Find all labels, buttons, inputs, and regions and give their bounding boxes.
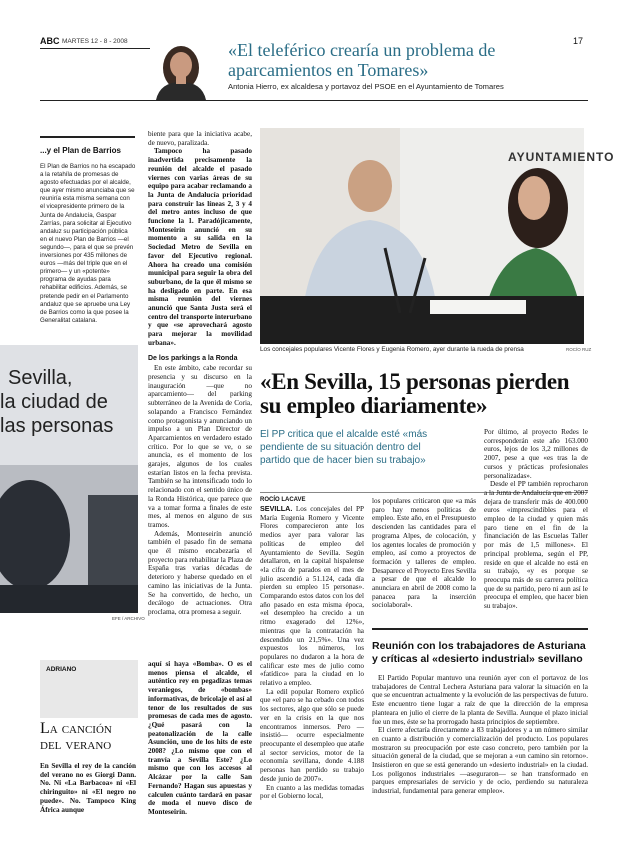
- mid-paragraph-1: biente para que la iniciativa acabe, de nuevo, paralizada.: [148, 130, 252, 147]
- sidebar-top-rule: [40, 136, 135, 138]
- opinion-title-line1: La canción: [40, 720, 112, 737]
- main-col-3: [484, 428, 588, 611]
- header-byline: Antonia Hierro, ex alcaldesa y portavoz del PSOE en el Ayuntamiento de Tomares: [228, 82, 504, 91]
- main-headline: «En Sevilla, 15 personas pierden su empleo diariamente»: [260, 369, 570, 418]
- opinion-section: ADRIANO: [46, 666, 77, 673]
- opinion-title-line2: del verano: [40, 736, 112, 753]
- brief-headline: Reunión con los trabajadores de Asturiana y críticas al «desierto industrial» sevillano: [372, 640, 586, 665]
- header-portrait: [150, 38, 212, 100]
- main-dateline: SEVILLA.: [260, 504, 293, 513]
- sidebar-text: El Plan de Barrios no ha escapado a la retahíla de promesas de agosto efectuadas por el alcalde, que ayer mismo anunciaba que se reuniría esta misma semana con el vicepresidente primero de la Junta de Andalucía, Gaspar Zarrías, para solicitar al Ejecutivo andaluz su participación pública en el nuevo Plan de Barrios —el segundo—, para el que se prevén inversiones por 435 millones de euros —más del triple que en el primero— y un «potente» programa de ayudas para rehabilitar edificios. Además, se pretende pedir en el Parlamento andaluz que se apruebe una Ley de Barrios como la que posee la Generalitat catalana.: [40, 163, 136, 324]
- main-photo: [260, 128, 615, 344]
- issue-date: MARTES 12 - 8 - 2008: [62, 38, 128, 45]
- left-photo-sign-line1: Sevilla,: [8, 367, 73, 389]
- left-photo-sign-line3: las personas: [0, 415, 114, 437]
- mid-column: [148, 130, 252, 617]
- brief-body: [372, 674, 588, 796]
- mid-subhead: De los parkings a la Ronda: [148, 354, 238, 362]
- mid-paragraph-2: Tampoco ha pasado inadvertida precisamente la reunión del alcalde el pasado viernes con varias áreas de su equipo para acabar reclamando a la Junta de Andalucía prioridad para construir las líneas 2, 3 y 4 del metro antes incluso de que funcione la 1. Paradójicamente, Monteseirín anunció en su momento a su salida en la Sociedad Metro de Sevilla en favor del Ejecutivo regional. Ahora ha creado una comisión municipal para seguir la obra del suburbano, de la que él mismo se ha desligado en parte. En esa misma reunión del viernes anunció que Santa Justa será el centro del transporte interurbano y que «se aprovechará agosto para mejorar la movilidad urbana».: [148, 147, 252, 347]
- opinion-col2-text: aquí si haya «Bomba». O es el menos piensa el alcalde, el auténtico rey en pegadizas temas veraniegos, de «bombas» informativas, de bricolaje el así al tenor de los resultados de sus promesas de cada mes de agosto. ¿Qué pasará con la peatonalización de la calle Asunción, uno de los hits de este 2008? ¿Lo mismo que con el tranvía a Sevilla Este? ¿Lo mismo que con los accesos al Alcázar por la calle San Fernando? Hagan sus apuestas y calculen cuánto tardará en pasar de moda el nuevo disco de Monteseirín.: [148, 660, 252, 816]
- main-col-2: [372, 497, 476, 610]
- section-logo: ABC: [40, 36, 60, 46]
- opinion-col-1: [40, 762, 136, 814]
- main-photo-sign: AYUNTAMIENTO: [508, 150, 615, 164]
- header-headline: «El teleférico crearía un problema de aparcamientos en Tomares»: [228, 40, 496, 80]
- opinion-col-2: [148, 660, 252, 817]
- brief-paragraph-2: El cierre afectaría directamente a 83 trabajadores y a un número similar en cuanto a distribución y comercialización del producto. Los populares mostraron su preocupación por este caso concreto, pero también por la situación general de la ciudad, que se mejoran a «un camino sin retorno». Insistieron en que se está generando un «desierto industrial» en la ciudad. Los polígonos industriales —aseguraron— se han transformado en parques empresariales de servicio y de ocio, perdiendo su naturaleza industrial, fundamental para generar empleo».: [372, 726, 588, 796]
- main-col2-text: los populares criticaron que «a más paro hay menos políticas de empleo. Este año, en el Presupuesto descienden las cantidades para el programa Alpes, de colocación, y los agentes locales de promoción y empleo, así como a proyectos de formación y talleres de empleo. Desaparece el Proyecto Eres Sevilla a pesar de que el alcalde lo anunciara en abril de 2008 como la panacea para la inserción sociolaboral».: [372, 497, 476, 610]
- main-col1b-text: La edil popular Romero explicó que «el paro se ha cebado con todos los sectores, algo que sólo se puede ver en la crisis en la que nos encontramos inmersos. Pero —insistió— ocurre especialmente preocupante el desempleo que atañe al sector servicios, motor de la economía sevillana, donde 4.188 personas han perdido su trabajo desde junio de 2007».: [260, 687, 364, 783]
- left-photo: [0, 345, 138, 613]
- main-subhead: El PP critica que el alcalde esté «más pendiente de su situación dentro del partido que de hacer bien su trabajo»: [260, 429, 428, 466]
- left-photo-credit: EFE / ARCHIVO: [112, 616, 145, 621]
- main-photo-caption: Los concejales populares Vicente Flores y Eugenia Romero, ayer durante la rueda de prensa: [260, 346, 524, 353]
- left-photo-sign-line2: la ciudad de: [0, 391, 108, 413]
- header-bottom-rule: [40, 100, 588, 101]
- main-col3-text: Por último, al proyecto Redes le corresponderán este año 163.000 euros, lejos de los 3,2 millones de 2007, pese a que «es tras la de cursos y prácticas profesionales personalizadas».: [484, 428, 588, 480]
- sidebar-title: ...y el Plan de Barrios: [40, 146, 121, 155]
- main-col1c-text: En cuanto a las medidas tomadas por el Gobierno local,: [260, 783, 364, 801]
- brief-paragraph-1: El Partido Popular mantuvo una reunión ayer con el portavoz de los trabajadores de Central Lechera Asturiana para valorar la situación en la que se encuentran actualmente y la evolución de las perspectivas de futuro. Este encuentro tiene lugar a raíz de que la dirección de la empresa planteara en julio el cierre de la planta de Sevilla. Aunque el plazo inicial fue un mes, éste se ha prorrogado hasta principios de septiembre.: [372, 674, 588, 726]
- page-number: 17: [573, 36, 584, 46]
- main-photo-credit: ROCÍO RUZ: [566, 347, 592, 352]
- main-col1-text: Los concejales del PP María Eugenia Romero y Vicente Flores comparecieron ante los medios ayer para valorar las políticas de empleo del Ayuntamiento de Sevilla. Según detallaron, en la capital hispalense «la cifra de parados en el mes de julio ascendió a 51.124, cada día pierden su empleo 15 personas». Comparando estos datos con los del año pasado en esta misma época, «el desempleo ha crecido a un ritmo exagerado del 12%», mientras que la contratación ha descendido un 21,5%». Una vez expuestos los números, los populares no dudaron a la hora de calificar este mes de julio como «fatídico» para la ciudad en lo relativo a empleo.: [260, 505, 364, 688]
- main-col-1: [260, 505, 364, 801]
- mid-paragraph-3: En este ámbito, cabe recordar su presencia y su discurso en la inauguración —que no aparcamiento— del parking subterráneo de la Avenida de Coria, solapando a Francisco Fernández como protagonista y anunciando un impulso a un Plan Director de Aparcamientos en verdadero estado crítico. Por lo que se ve, o se anuncia, es el momento de los garajes, algunos de los cuales estarían listos en la fecha prevista. También se ha intensificado todo lo relacionado con el sentido único de la Ronda Histórica, que parece que va a tomar forma a finales de este mes, al menos en alguno de sus tramos.: [148, 364, 252, 529]
- opinion-col1-text: En Sevilla el rey de la canción del verano no es Giorgi Dann. No. Ni «La Barbacoa» ni «El chiringuito» ni «El negro no puede». No. Tampoco King África aunque: [40, 762, 136, 814]
- main-col3b-text: Desde el PP también reprocharon a la Junta de Andalucía que en 2007 dejara de transferir más de 400.000 euros «imprescindibles para el empleo de la ciudad y quien más paro tiene en el fin de la financiación de las Escuelas Taller por más de 1,5 millones». El principal problema, según el PP, reside en que el alcalde no está en su trabajo, «y es porque se preocupa más de su carrera política que de su partido, pero ni aun así le preocupa el empleo, que hacer bien su trabajo».: [484, 480, 588, 611]
- mid-paragraph-4: Además, Monteseirín anunció también el pasado fin de semana que él mismo encabezaría el proyecto para rehabilitar la Plaza de España tras varias décadas de deterioro y haberse quedado en el camino las iniciativas de la Junta. Se ha convertido, de hecho, un decálogo de actuaciones. Otra proclama, otra promesa a seguir.: [148, 529, 252, 616]
- brief-top-rule: [372, 628, 588, 630]
- main-author: ROCÍO LACAVE: [260, 497, 306, 503]
